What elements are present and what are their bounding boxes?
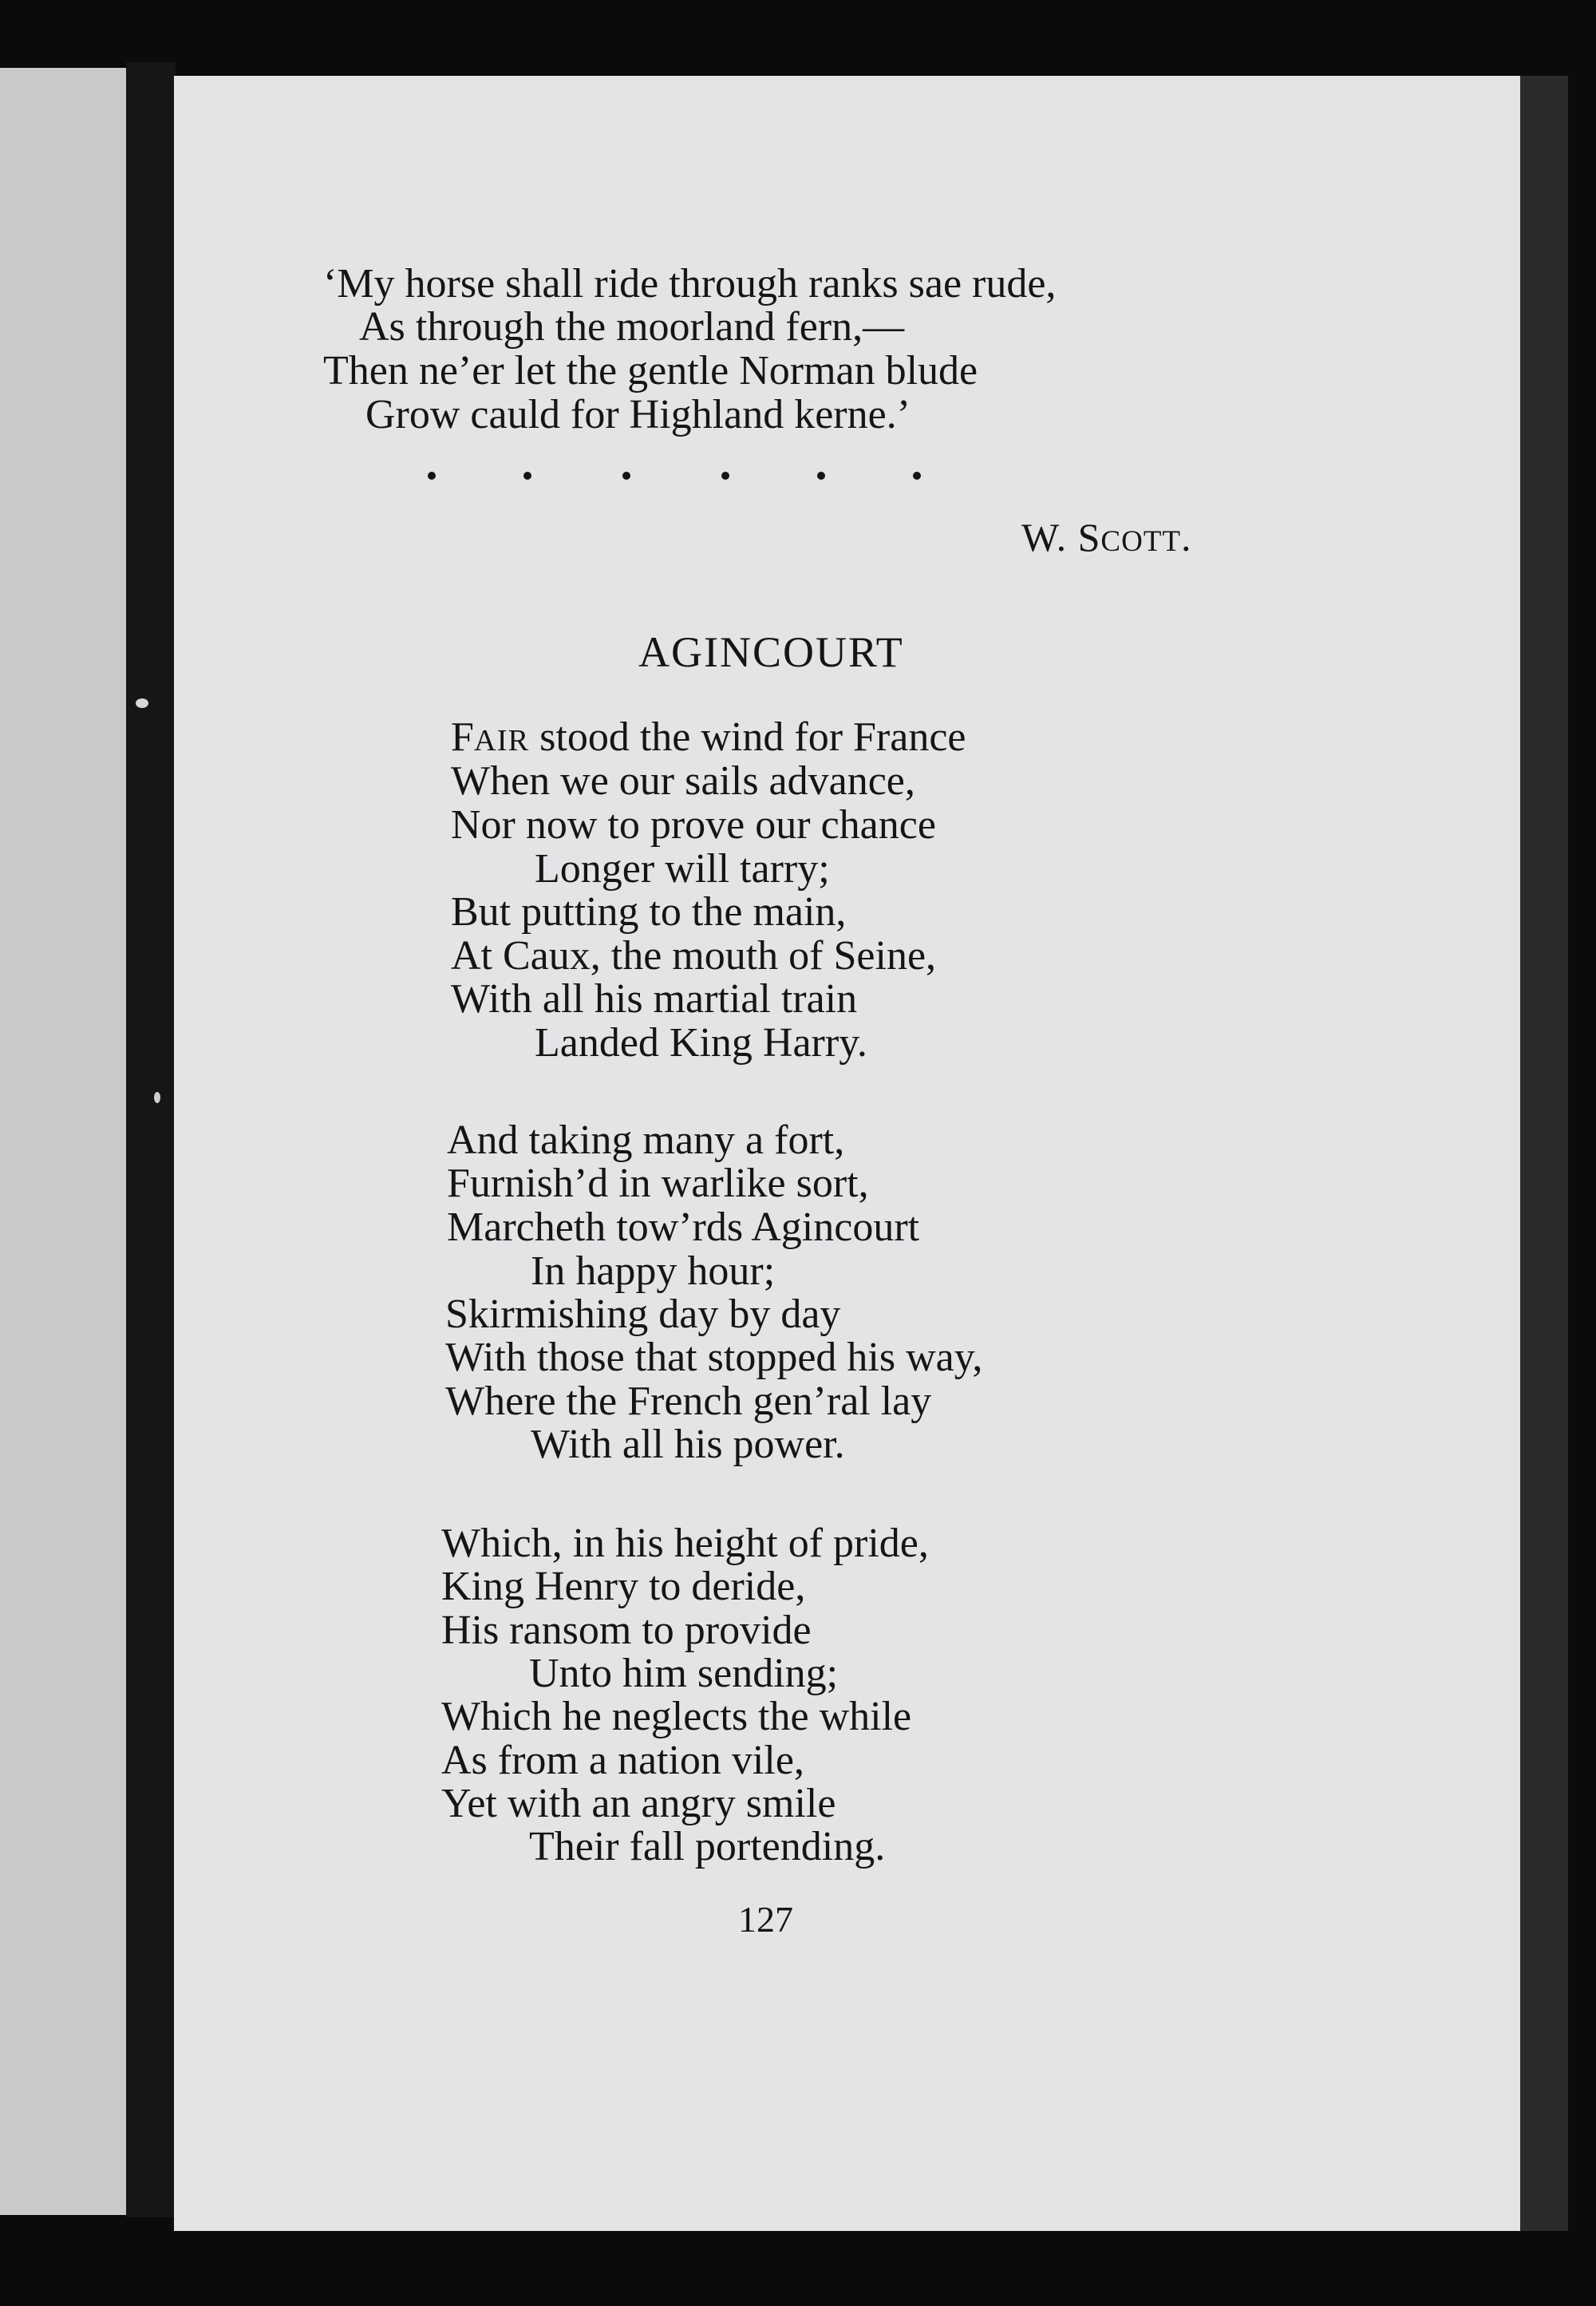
verse-line: Marcheth tow’rds Agincourt <box>447 1204 920 1250</box>
verse-line: With those that stopped his way, <box>445 1335 983 1380</box>
verse-line: FAIR stood the wind for France <box>451 714 966 760</box>
verse-line: But putting to the main, <box>451 889 847 935</box>
verse-line: When we our sails advance, <box>451 758 915 804</box>
verse-line: As from a nation vile, <box>441 1738 804 1783</box>
verse-line: In happy hour; <box>531 1248 776 1294</box>
verse-line: Skirmishing day by day <box>445 1291 841 1337</box>
verse-line: Longer will tarry; <box>535 846 830 892</box>
ellipsis-dot <box>913 472 921 480</box>
ellipsis-dot <box>523 472 531 480</box>
scan-speck <box>154 1092 160 1103</box>
attribution: W. SCOTT. <box>1021 515 1192 560</box>
verse-line: And taking many a fort, <box>447 1117 845 1163</box>
verse-line: With all his martial train <box>451 976 858 1022</box>
scan-speck <box>136 698 148 708</box>
ellipsis-dot <box>721 472 729 480</box>
book-gutter <box>126 62 176 2217</box>
verse-line: Which he neglects the while <box>441 1694 912 1739</box>
verse-line: Their fall portending. <box>529 1824 886 1869</box>
verse-line: Where the French gen’ral lay <box>445 1378 932 1424</box>
verse-line: King Henry to deride, <box>441 1564 806 1609</box>
verse-line: Grow cauld for Highland kerne.’ <box>365 392 911 437</box>
verse-line: Nor now to prove our chance <box>451 802 936 848</box>
verse-line: With all his power. <box>531 1422 845 1467</box>
verse-line: Furnish’d in warlike sort, <box>447 1161 869 1206</box>
verse-line: Yet with an angry smile <box>441 1781 836 1826</box>
verse-line: Landed King Harry. <box>535 1020 867 1066</box>
verse-line: At Caux, the mouth of Seine, <box>451 933 937 979</box>
page-number: 127 <box>738 1899 793 1940</box>
verse-line: Which, in his height of pride, <box>441 1521 929 1566</box>
verse-line: As through the moorland fern,— <box>359 304 905 350</box>
verse-line: His ransom to provide <box>441 1608 812 1653</box>
ellipsis-dot <box>428 472 436 480</box>
verse-line: ‘My horse shall ride through ranks sae rude, <box>323 261 1057 307</box>
verse-line: Then ne’er let the gentle Norman blude <box>323 348 978 394</box>
ellipsis-dot <box>622 472 630 480</box>
facing-page-edge <box>0 68 126 2215</box>
verse-line: Unto him sending; <box>529 1651 839 1696</box>
ellipsis-dot <box>817 472 825 480</box>
page-edge-shadow <box>1520 76 1568 2231</box>
poem-title: AGINCOURT <box>638 628 904 676</box>
